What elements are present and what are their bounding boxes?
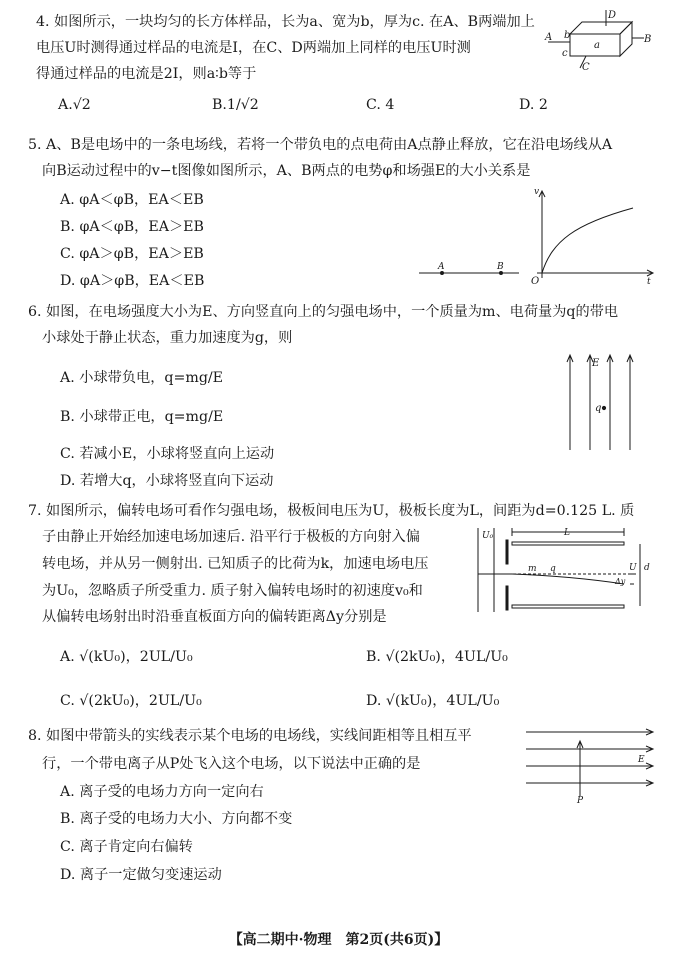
q6-line-1: 6. 如图，在电场强度大小为E、方向竖直向上的匀强电场中，一个质量为m、电荷量为q的带电 (28, 304, 619, 320)
q4-option-c: C. 4 (366, 97, 395, 113)
q4-fig-label-c-end: C (582, 62, 590, 73)
q4-option-b: B.1/√2 (212, 97, 259, 113)
q8-option-d: D. 离子一定做匀变速运动 (60, 867, 222, 883)
q7-fig-label-m: m (528, 564, 537, 574)
q7-fig-label-u0: U₀ (482, 531, 494, 541)
q8-fig-label-e: E (638, 755, 645, 765)
q6-fig-label-e: E (592, 358, 600, 369)
page-footer: 【高二期中·物理 第2页(共6页)】 (228, 932, 449, 948)
q6-option-d: D. 若增大q，小球将竖直向下运动 (60, 473, 274, 489)
q4-line-1: 4. 如图所示，一块均匀的长方体样品，长为a、宽为b，厚为c. 在A、B两端加上 (36, 14, 535, 30)
q8-line-1: 8. 如图中带箭头的实线表示某个电场的电场线，实线间距相等且相互平 (28, 728, 472, 744)
q7-proton-path (478, 574, 624, 584)
q5-line-1: 5. A、B是电场中的一条电场线，若将一个带负电的点电荷由A点静止释放，它在沿电场线从A (28, 137, 613, 153)
q5-option-b: B. φA＜φB，EA＞EB (60, 219, 204, 235)
q4-cuboid-top (570, 22, 632, 34)
q5-fig-label-v: v (534, 187, 540, 197)
q5-fig-label-a: A (438, 262, 445, 272)
q7-deflection-figure (470, 524, 660, 616)
q4-line-3: 得通过样品的电流是2I，则a∶b等于 (36, 66, 257, 82)
q7-fig-label-q: q (550, 564, 556, 574)
q5-option-d: D. φA＞φB，EA＜EB (60, 273, 205, 289)
q5-fig-label-b: B (497, 262, 504, 272)
q7-line-1: 7. 如图所示，偏转电场可看作匀强电场，极板间电压为U，极板长度为L，间距为d=0.125 L. 质 (28, 503, 635, 519)
q4-fig-label-a-end: A (545, 32, 553, 43)
q5-vt-curve (542, 208, 633, 273)
q6-charged-ball (602, 406, 605, 409)
q4-cuboid-side (620, 22, 632, 56)
q7-option-d: D. √(kU₀)，4UL/U₀ (366, 693, 500, 709)
q6-fig-label-q: q (595, 403, 602, 414)
q7-line-5: 从偏转电场射出时沿垂直板面方向的偏转距离Δy分别是 (42, 609, 387, 625)
q4-option-d: D. 2 (519, 97, 548, 113)
q7-fig-label-dy: Δy (615, 577, 626, 586)
q4-fig-label-b-end: B (644, 34, 652, 45)
q5-fig-label-t: t (647, 277, 651, 287)
q5-option-c: C. φA＞φB，EA＞EB (60, 246, 204, 262)
q7-fig-label-u: U (629, 563, 637, 573)
q8-option-a: A. 离子受的电场力方向一定向右 (60, 784, 264, 800)
q8-line-2: 行，一个带电离子从P处飞入这个电场，以下说法中正确的是 (42, 756, 421, 772)
q7-top-plate (512, 542, 624, 545)
q4-cuboid-figure (540, 8, 660, 72)
q8-fig-label-p: P (577, 796, 584, 806)
q7-option-b: B. √(2kU₀)，4UL/U₀ (366, 649, 508, 665)
q7-option-a: A. √(kU₀)，2UL/U₀ (60, 649, 193, 665)
q6-option-a: A. 小球带负电，q=mg/E (60, 370, 224, 386)
q5-field-line-and-vt-figure (415, 186, 655, 286)
q4-fig-label-b: b (564, 30, 571, 41)
q7-accel-plate-marker-bottom (506, 586, 508, 610)
q7-line-2: 子由静止开始经加速电场加速后. 沿平行于极板的方向射入偏 (42, 529, 420, 545)
q8-field-lines-figure (520, 724, 660, 804)
q6-option-c: C. 若减小E，小球将竖直向上运动 (60, 446, 275, 462)
q5-line-2: 向B运动过程中的v−t图像如图所示，A、B两点的电势φ和场强E的大小关系是 (42, 163, 531, 179)
q7-line-4: 为U₀，忽略质子所受重力. 质子射入偏转电场时的初速度v₀和 (42, 583, 423, 599)
q8-option-b: B. 离子受的电场力大小、方向都不变 (60, 811, 293, 827)
q6-uniform-field-figure (560, 350, 650, 454)
q4-fig-label-c: c (562, 48, 568, 59)
q7-line-3: 转电场，并从另一侧射出. 已知质子的比荷为k，加速电场电压 (42, 556, 429, 572)
q7-bottom-plate (512, 605, 624, 608)
q8-option-c: C. 离子肯定向右偏转 (60, 839, 193, 855)
q5-fig-label-o: O (531, 276, 540, 287)
q4-option-a: A.√2 (58, 97, 91, 113)
q4-fig-label-a: a (594, 40, 600, 51)
q6-line-2: 小球处于静止状态，重力加速度为g，则 (42, 330, 293, 346)
q7-fig-label-l: L (564, 528, 570, 538)
q4-line-2: 电压U时测得通过样品的电流是I，在C、D两端加上同样的电压U时测 (36, 40, 471, 56)
q5-option-a: A. φA＜φB，EA＜EB (60, 192, 204, 208)
q6-option-b: B. 小球带正电，q=mg/E (60, 409, 224, 425)
q4-fig-label-d: D (608, 10, 617, 21)
q7-option-c: C. √(2kU₀)，2UL/U₀ (60, 693, 202, 709)
q7-accel-plate-marker-top (506, 540, 508, 564)
q7-fig-label-d: d (644, 563, 650, 573)
